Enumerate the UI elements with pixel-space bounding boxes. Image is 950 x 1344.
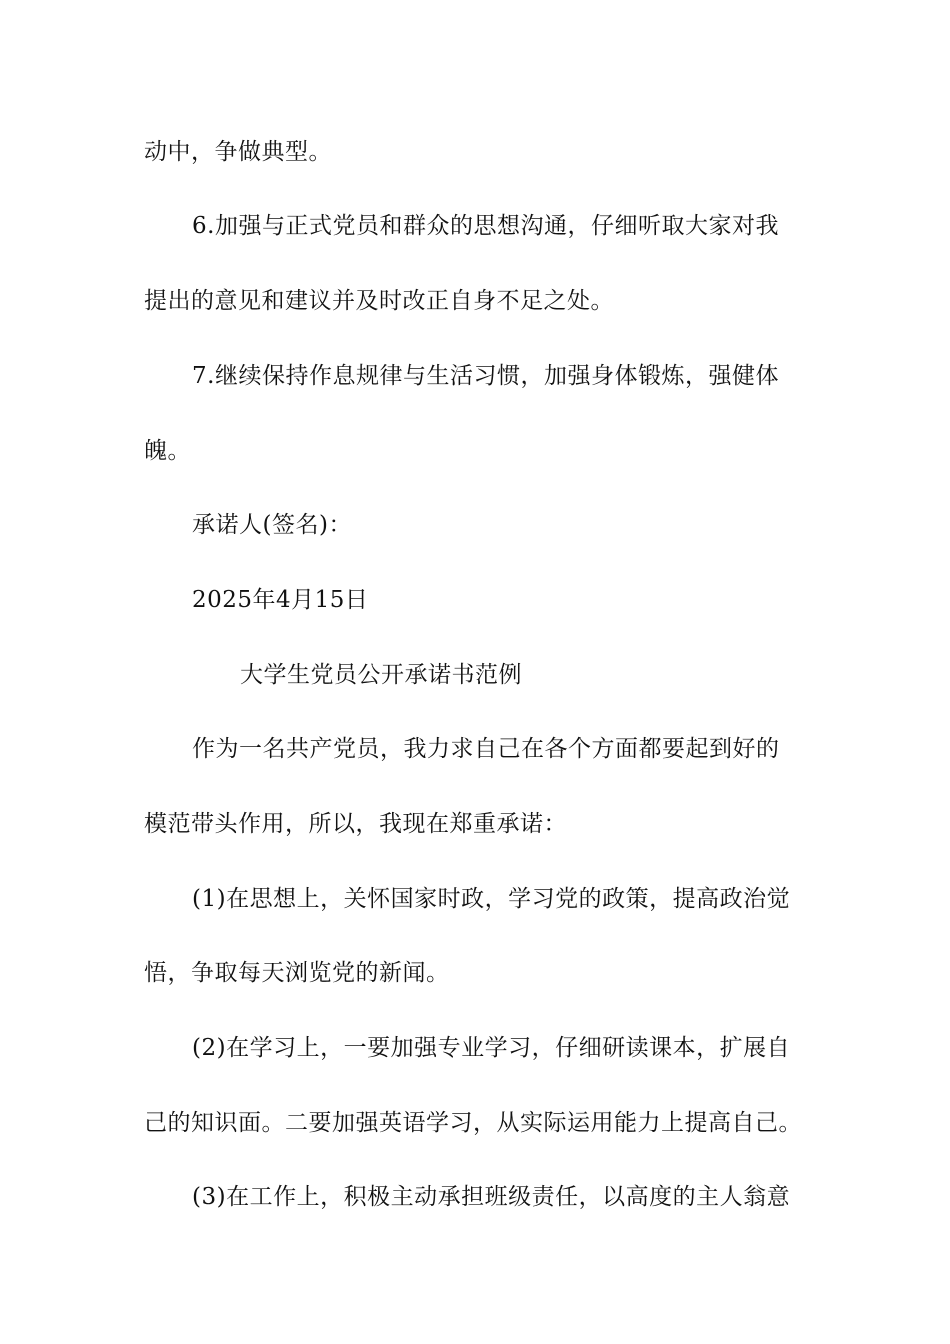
paragraph-line: (3)在工作上，积极主动承担班级责任，以高度的主人翁意 (192, 1184, 791, 1210)
paragraph-line: (2)在学习上，一要加强专业学习，仔细研读课本，扩展自 (192, 1035, 791, 1061)
paragraph-line: 7.继续保持作息规律与生活习惯，加强身体锻炼，强健体 (192, 363, 779, 389)
signature-line: 承诺人(签名)： (192, 512, 352, 538)
date-line: 2025年4月15日 (192, 587, 369, 613)
paragraph-line: 动中，争做典型。 (144, 139, 332, 165)
section-title: 大学生党员公开承诺书范例 (240, 662, 522, 688)
paragraph-line: 悟，争取每天浏览党的新闻。 (144, 960, 450, 986)
paragraph-line: 己的知识面。二要加强英语学习，从实际运用能力上提高自己。 (144, 1110, 802, 1136)
paragraph-line: (1)在思想上，关怀国家时政，学习党的政策，提高政治觉 (192, 886, 791, 912)
paragraph-line: 6.加强与正式党员和群众的思想沟通，仔细听取大家对我 (192, 213, 779, 239)
paragraph-line: 提出的意见和建议并及时改正自身不足之处。 (144, 288, 614, 314)
paragraph-line: 魄。 (144, 438, 191, 464)
paragraph-line: 模范带头作用，所以，我现在郑重承诺： (144, 811, 567, 837)
paragraph-line: 作为一名共产党员，我力求自己在各个方面都要起到好的 (192, 736, 780, 762)
